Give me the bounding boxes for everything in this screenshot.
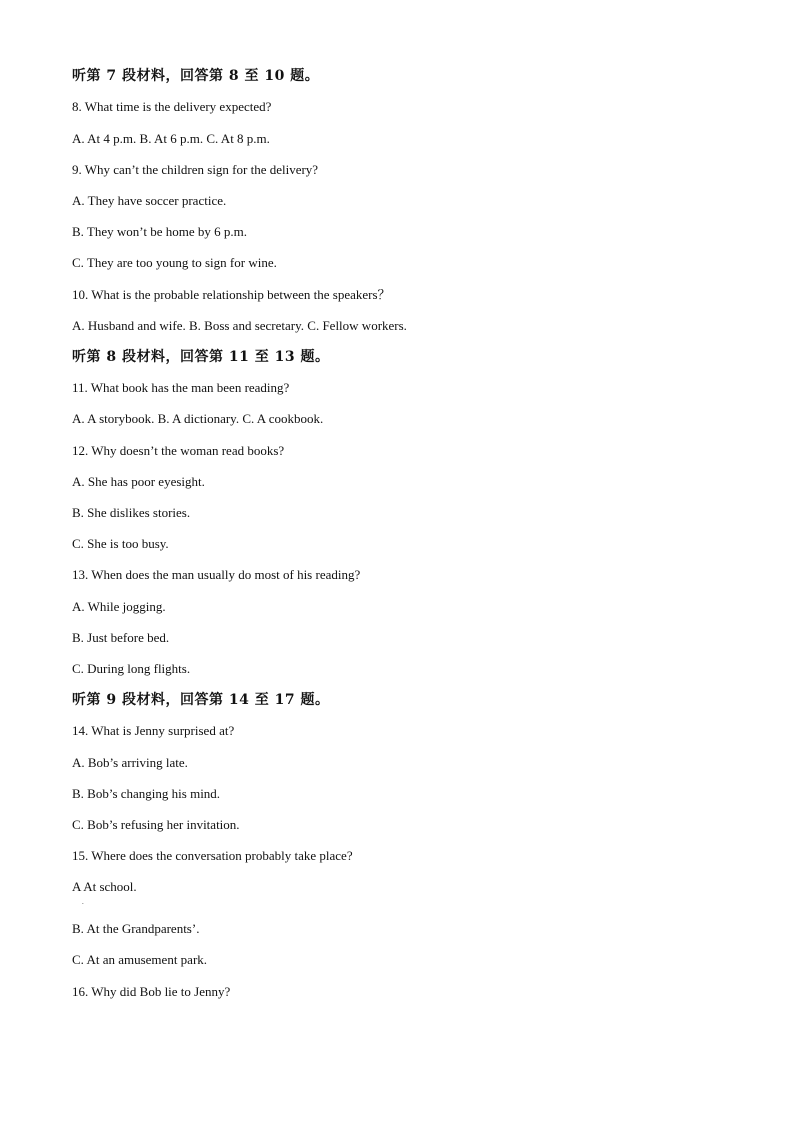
question-text: 10. What is the probable relationship between the speakers？ — [72, 287, 391, 302]
answer-option: C. Bob’s refusing her invitation. — [72, 817, 240, 832]
answer-option: C. They are too young to sign for wine. — [72, 255, 277, 270]
answer-options: A. Husband and wife. B. Boss and secretary. C. Fellow workers. — [72, 318, 407, 333]
answer-option: A. While jogging. — [72, 599, 166, 614]
answer-option: A At school. — [72, 879, 137, 894]
section-heading: 听第 8 段材料，回答第 11 至 13 题。 — [72, 349, 330, 365]
answer-option: A. She has poor eyesight. — [72, 474, 205, 489]
answer-option: A. They have soccer practice. — [72, 193, 227, 208]
answer-option: A. Bob’s arriving late. — [72, 755, 188, 770]
question-text: 11. What book has the man been reading? — [72, 380, 290, 395]
answer-option: B. They won’t be home by 6 p.m. — [72, 224, 248, 239]
answer-option: B. She dislikes stories. — [72, 505, 191, 520]
answer-options: A. At 4 p.m. B. At 6 p.m. C. At 8 p.m. — [72, 131, 270, 146]
answer-option: C. During long flights. — [72, 661, 191, 676]
question-text: 16. Why did Bob lie to Jenny? — [72, 984, 231, 999]
section-heading: 听第 9 段材料，回答第 14 至 17 题。 — [72, 692, 330, 708]
question-text: 8. What time is the delivery expected? — [72, 99, 272, 114]
answer-option: C. She is too busy. — [72, 536, 169, 551]
question-text: 14. What is Jenny surprised at? — [72, 723, 235, 738]
answer-option: B. Just before bed. — [72, 630, 170, 645]
question-text: 13. When does the man usually do most of his reading? — [72, 567, 361, 582]
section-heading: 听第 7 段材料，回答第 8 至 10 题。 — [72, 68, 320, 84]
answer-options: A. A storybook. B. A dictionary. C. A cookbook. — [72, 411, 324, 426]
answer-option: B. Bob’s changing his mind. — [72, 786, 221, 801]
question-text: 9. Why can’t the children sign for the delivery? — [72, 162, 319, 177]
question-text: 12. Why doesn’t the woman read books? — [72, 443, 285, 458]
stray-mark: . — [82, 898, 84, 906]
answer-option: B. At the Grandparents’. — [72, 921, 200, 936]
question-text: 15. Where does the conversation probably take place? — [72, 848, 353, 863]
answer-option: C. At an amusement park. — [72, 952, 208, 967]
